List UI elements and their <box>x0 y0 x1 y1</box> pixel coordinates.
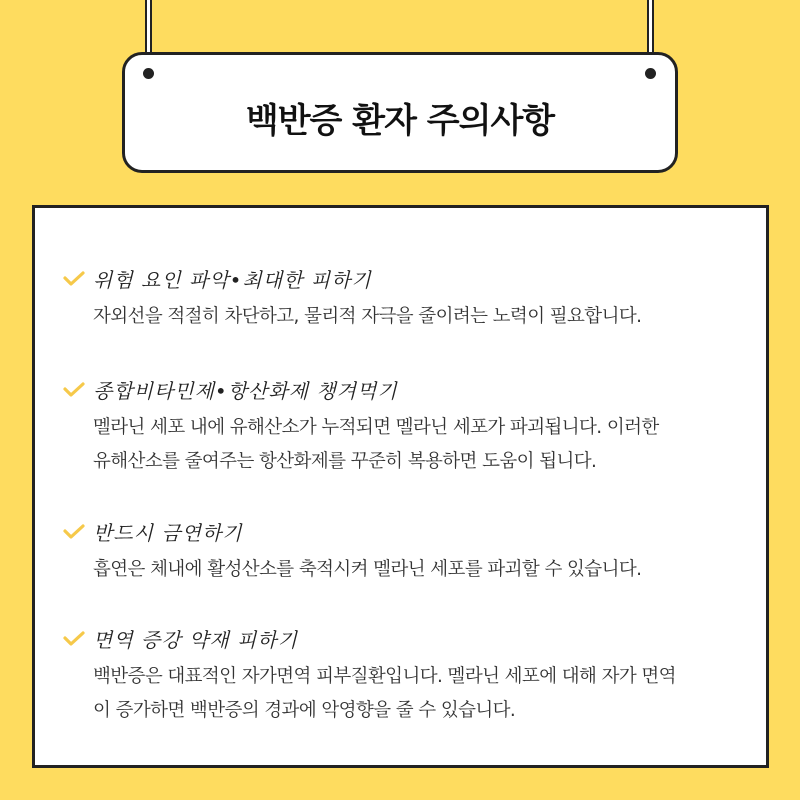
item-heading: 면역 증강 약재 피하기 <box>93 628 298 652</box>
item-text: 흡연은 체내에 활성산소를 축적시켜 멜라닌 세포를 파괴할 수 있습니다. <box>93 559 642 580</box>
item-heading: 종합비타민제•항산화제 챙겨먹기 <box>93 379 398 403</box>
item-text: 자외선을 적절히 차단하고, 물리적 자극을 줄이려는 노력이 필요합니다. <box>93 306 642 327</box>
page-title: 백반증 환자 주의사항 <box>245 101 555 141</box>
check-icon <box>62 630 86 648</box>
item-text: 멜라닌 세포 내에 유해산소가 누적되면 멜라닌 세포가 파괴됩니다. 이러한 <box>93 417 659 438</box>
check-icon <box>62 270 86 288</box>
check-icon <box>62 381 86 399</box>
item-heading: 반드시 금연하기 <box>93 521 243 545</box>
check-icon <box>62 523 86 541</box>
item-text: 이 증가하면 백반증의 경과에 악영향을 줄 수 있습니다. <box>93 700 516 721</box>
pin-right <box>645 68 656 79</box>
item-heading: 위험 요인 파악•최대한 피하기 <box>93 268 372 292</box>
content-panel <box>32 205 769 768</box>
item-text: 유해산소를 줄여주는 항산화제를 꾸준히 복용하면 도움이 됩니다. <box>93 451 597 472</box>
pin-left <box>143 68 154 79</box>
item-text: 백반증은 대표적인 자가면역 피부질환입니다. 멜라닌 세포에 대해 자가 면역 <box>93 666 676 687</box>
title-sign <box>122 52 678 173</box>
